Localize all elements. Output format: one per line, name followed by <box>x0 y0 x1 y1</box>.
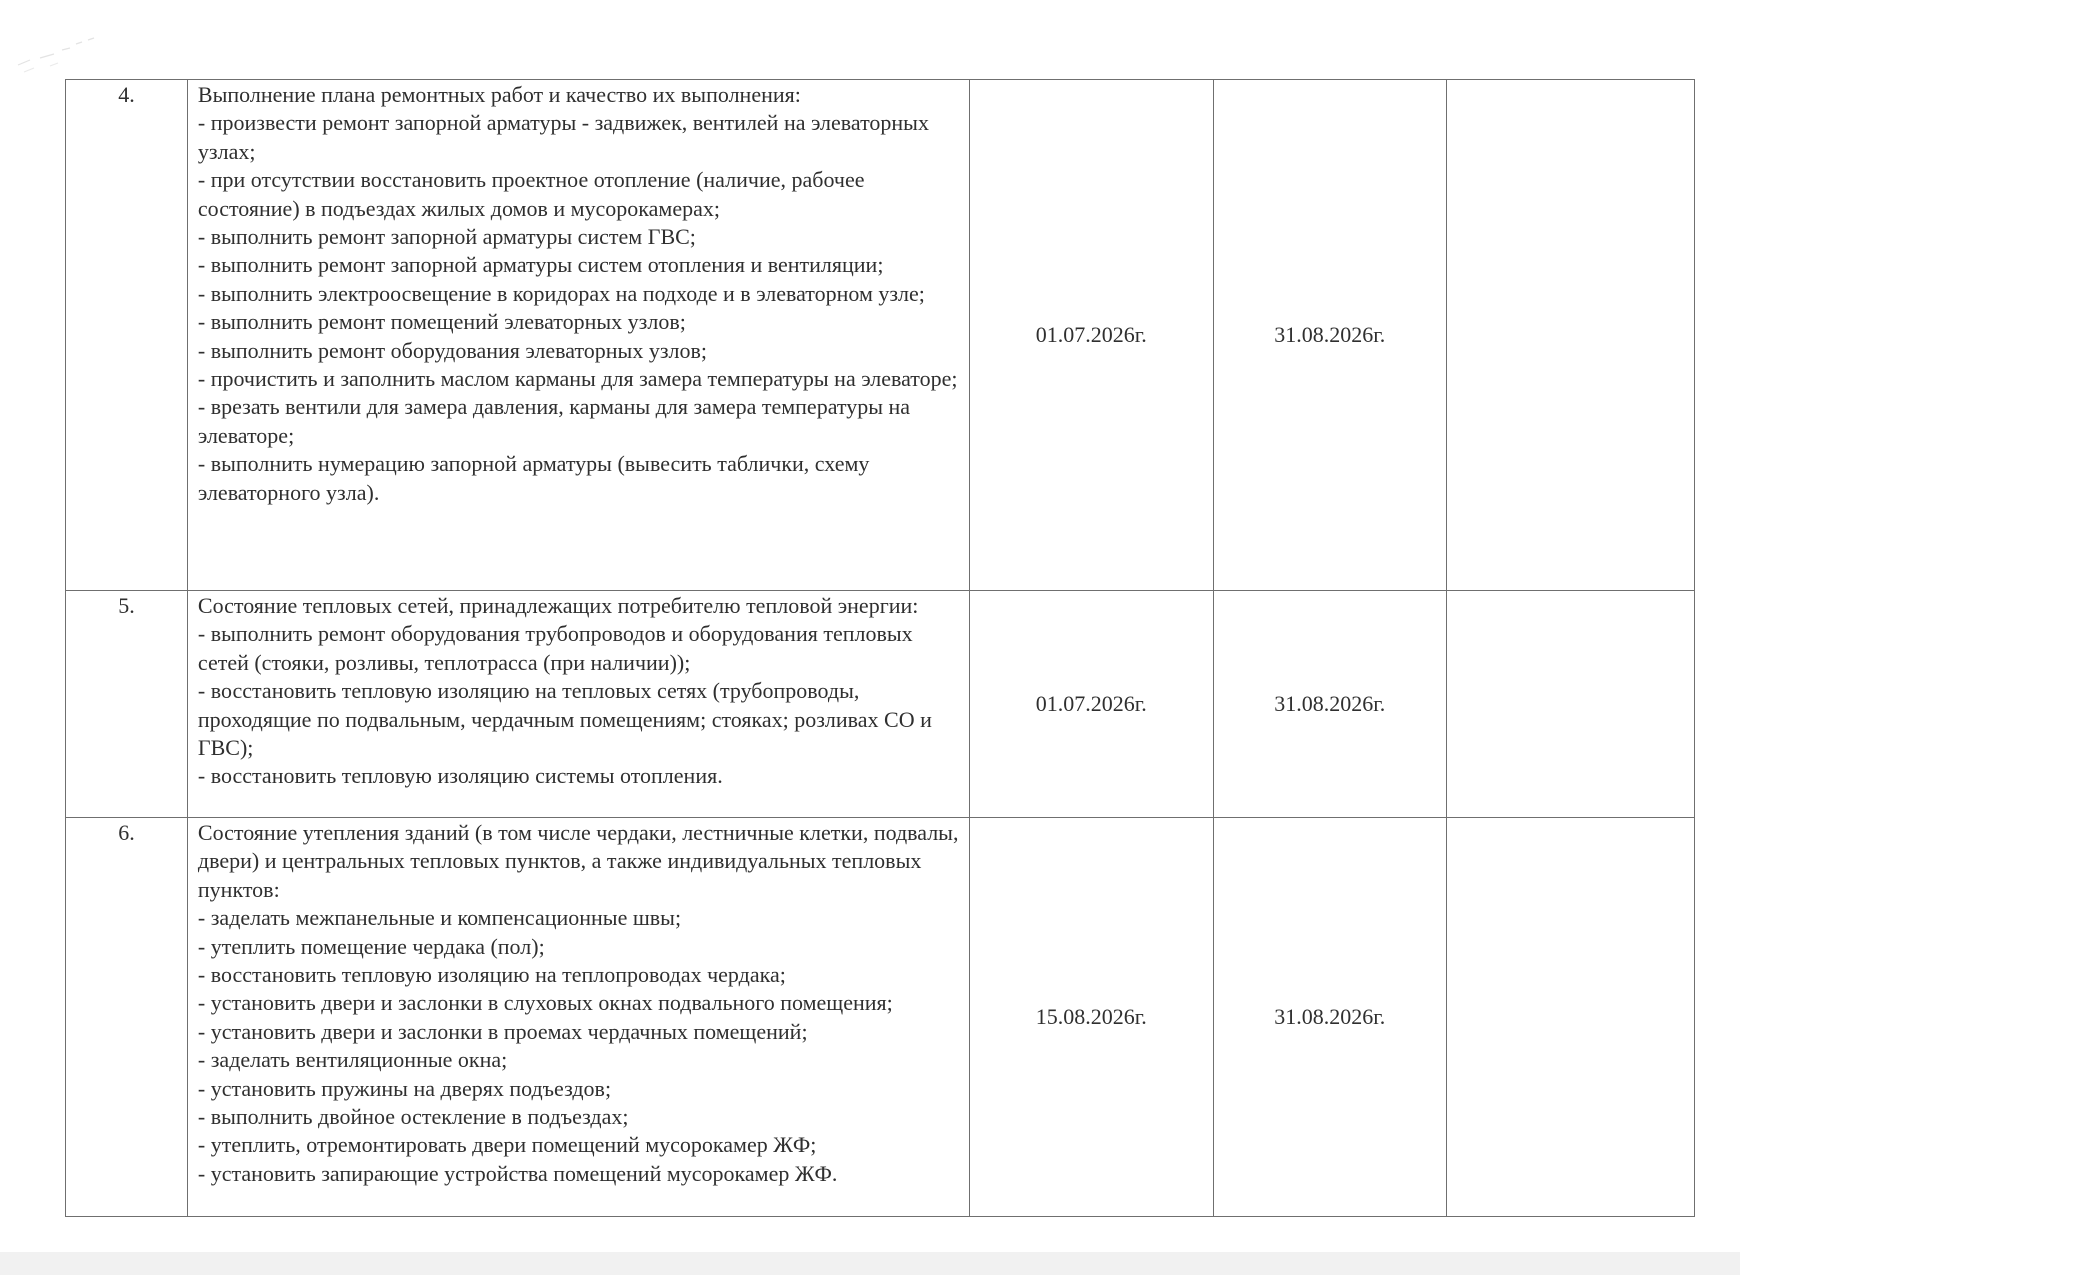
end-date: 31.08.2026г. <box>1213 591 1446 818</box>
work-item: - при отсутствии восстановить проектное отопление (наличие, рабочее состояние) в подъездах жилых домов и мусорокамерах; <box>197 167 865 221</box>
work-item: - установить запирающие устройства помещений мусорокамер ЖФ. <box>197 1160 838 1186</box>
start-date: 01.07.2026г. <box>969 591 1213 818</box>
start-date: 15.08.2026г. <box>969 818 1213 1217</box>
work-description-title: Состояние утепления зданий (в том числе чердаки, лестничные клетки, подвалы, двери) и центральных тепловых пунктов, а также индивидуальных тепловых пунктов: <box>197 820 959 902</box>
work-item: - выполнить двойное остекление в подъездах; <box>197 1104 629 1130</box>
end-date: 31.08.2026г. <box>1213 818 1446 1217</box>
table-row <box>66 80 1695 591</box>
table-row <box>66 591 1695 818</box>
work-description-cell <box>187 591 969 818</box>
work-plan-table <box>65 79 1695 1217</box>
work-item: - заделать межпанельные и компенсационные швы; <box>197 905 682 931</box>
work-item: - выполнить ремонт запорной арматуры систем ГВС; <box>197 224 696 250</box>
work-description-title: Состояние тепловых сетей, принадлежащих потребителю тепловой энергии: <box>197 593 919 618</box>
work-items-list <box>198 904 959 1188</box>
work-item: - утеплить, отремонтировать двери помещений мусорокамер ЖФ; <box>197 1132 817 1158</box>
note-cell <box>1446 80 1694 591</box>
work-item: - выполнить ремонт оборудования трубопроводов и оборудования тепловых сетей (стояки, розливы, теплотрасса (при наличии)); <box>197 621 913 675</box>
work-items-list <box>198 620 959 790</box>
work-item: - установить пружины на дверях подъездов; <box>197 1075 612 1101</box>
note-cell <box>1446 818 1694 1217</box>
work-item: - произвести ремонт запорной арматуры - задвижек, вентилей на элеваторных узлах; <box>197 110 929 164</box>
work-item: - врезать вентили для замера давления, карманы для замера температуры на элеваторе; <box>197 394 911 448</box>
end-date: 31.08.2026г. <box>1213 80 1446 591</box>
work-item: - установить двери и заслонки в слуховых окнах подвального помещения; <box>197 990 893 1016</box>
work-item: - утеплить помещение чердака (пол); <box>197 933 545 959</box>
start-date: 01.07.2026г. <box>969 80 1213 591</box>
row-number: 5. <box>66 591 188 818</box>
work-item: - восстановить тепловую изоляцию на тепловых сетях (трубопроводы, проходящие по подвальным, чердачным помещениям; стояках; розливах СО и ГВС); <box>197 678 932 761</box>
table-row <box>66 818 1695 1217</box>
work-item: - выполнить нумерацию запорной арматуры (вывесить таблички, схему элеваторного узла). <box>197 451 870 505</box>
work-item: - прочистить и заполнить маслом карманы для замера температуры на элеваторе; <box>197 366 958 392</box>
work-item: - выполнить ремонт запорной арматуры систем отопления и вентиляции; <box>197 252 884 278</box>
work-items-list <box>198 109 959 507</box>
work-item: - заделать вентиляционные окна; <box>197 1047 508 1073</box>
work-description-cell <box>187 80 969 591</box>
work-item: - восстановить тепловую изоляцию системы отопления. <box>197 763 723 789</box>
work-item: - установить двери и заслонки в проемах чердачных помещений; <box>197 1018 808 1044</box>
row-number: 4. <box>66 80 188 591</box>
scan-border <box>0 1252 1740 1275</box>
work-item: - выполнить ремонт помещений элеваторных узлов; <box>197 309 686 335</box>
work-item: - выполнить электроосвещение в коридорах на подходе и в элеваторном узле; <box>197 280 925 306</box>
work-description-cell <box>187 818 969 1217</box>
row-number: 6. <box>66 818 188 1217</box>
note-cell <box>1446 591 1694 818</box>
work-description-title: Выполнение плана ремонтных работ и качество их выполнения: <box>197 82 801 107</box>
scan-artifact <box>10 30 100 75</box>
work-item: - выполнить ремонт оборудования элеваторных узлов; <box>197 337 707 363</box>
work-item: - восстановить тепловую изоляцию на теплопроводах чердака; <box>197 962 786 988</box>
